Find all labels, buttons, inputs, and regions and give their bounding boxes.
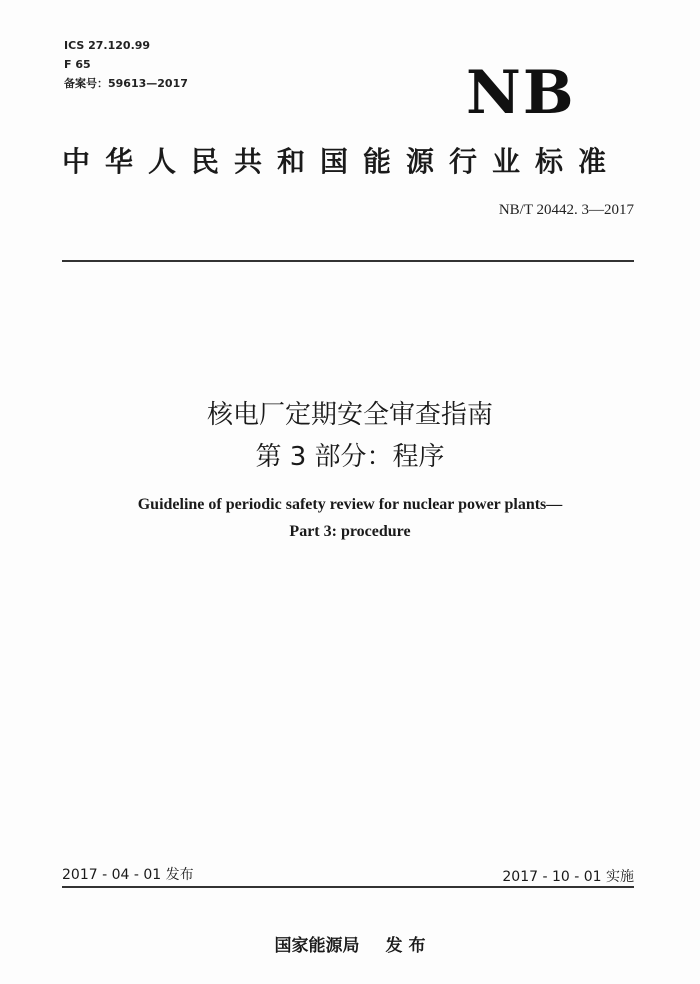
classification-block: [64, 36, 188, 93]
ccs-code: F 65: [64, 58, 91, 71]
english-title-line-2: Part 3: procedure: [289, 523, 411, 540]
standard-category-title: 中华人民共和国能源行业标准: [62, 145, 622, 178]
english-title-line-1: Guideline of periodic safety review for nuclear power plants—: [137, 496, 563, 513]
issue-date: 2017 - 04 - 01 发布: [62, 867, 194, 883]
issuer-name: 国家能源局: [274, 936, 360, 956]
record-number: 备案号：59613—2017: [64, 77, 188, 90]
nb-logo: NB: [466, 58, 576, 128]
ics-code: ICS 27.120.99: [64, 39, 151, 52]
issuing-authority: [0, 931, 700, 956]
implementation-date: 2017 - 10 - 01 实施: [502, 869, 634, 885]
issuer-action: 发 布: [385, 936, 426, 956]
chinese-title-line-1: 核电厂定期安全审查指南: [206, 400, 493, 430]
header-divider: [62, 260, 634, 262]
standard-number: NB/T 20442. 3—2017: [498, 202, 634, 218]
footer-divider: [62, 886, 634, 888]
chinese-title-line-2: 第 3 部分：程序: [255, 442, 445, 472]
